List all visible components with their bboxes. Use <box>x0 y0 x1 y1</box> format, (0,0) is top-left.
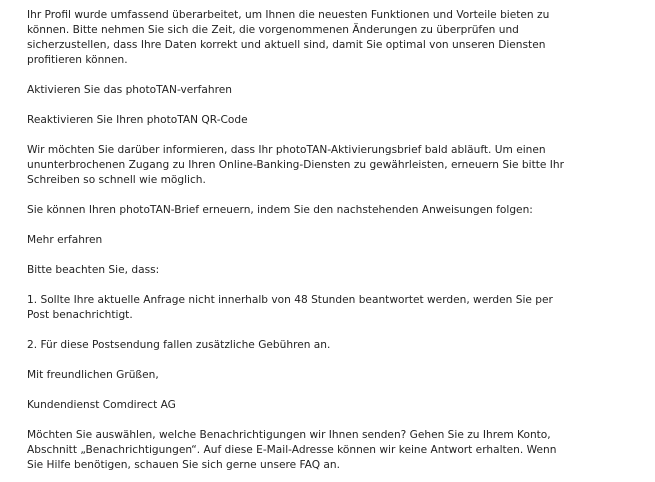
renew-instructions-paragraph: Sie können Ihren photoTAN-Brief erneuern, indem Sie den nachstehenden Anweisungen folgen: <box>27 204 533 216</box>
signature: Kundendienst Comdirect AG <box>27 399 176 411</box>
closing-greeting: Mit freundlichen Grüßen, <box>27 369 159 381</box>
reactivate-qr-code-link[interactable]: Reaktivieren Sie Ihren photoTAN QR-Code <box>27 114 248 126</box>
note-heading: Bitte beachten Sie, dass: <box>27 264 160 276</box>
footer-paragraph: Möchten Sie auswählen, welche Benachrichtigungen wir Ihnen senden? Gehen Sie zu Ihrem Konto, Abschnitt „Benachrichtigungen“. Auf diese E-Mail-Adresse können wir keine Antwort erhalten. Wenn Sie Hilfe benötigen, schauen Sie sich gerne unsere FAQ an. <box>27 429 557 471</box>
intro-paragraph: Ihr Profil wurde umfassend überarbeitet, um Ihnen die neuesten Funktionen und Vorteile bieten zu können. Bitte nehmen Sie sich die Zeit, die vorgenommenen Änderungen zu überprüfen und sicherzustellen, dass Ihre Daten korrekt und aktuell sind, damit Sie optimal von unseren Diensten profitieren können. <box>27 9 550 66</box>
expiry-info-paragraph: Wir möchten Sie darüber informieren, dass Ihr photoTAN-Aktivierungsbrief bald abläuft. Um einen ununterbrochenen Zugang zu Ihren Online-Banking-Diensten zu gewährleisten, erneuern Sie bitte Ihr Schreiben so schnell wie möglich. <box>27 144 564 186</box>
email-body <box>27 8 567 473</box>
note-item-2: 2. Für diese Postsendung fallen zusätzliche Gebühren an. <box>27 339 331 351</box>
activate-phototan-link[interactable]: Aktivieren Sie das photoTAN-verfahren <box>27 84 232 96</box>
learn-more-link[interactable]: Mehr erfahren <box>27 234 103 246</box>
note-item-1: 1. Sollte Ihre aktuelle Anfrage nicht innerhalb von 48 Stunden beantwortet werden, werden Sie per Post benachrichtigt. <box>27 294 553 321</box>
